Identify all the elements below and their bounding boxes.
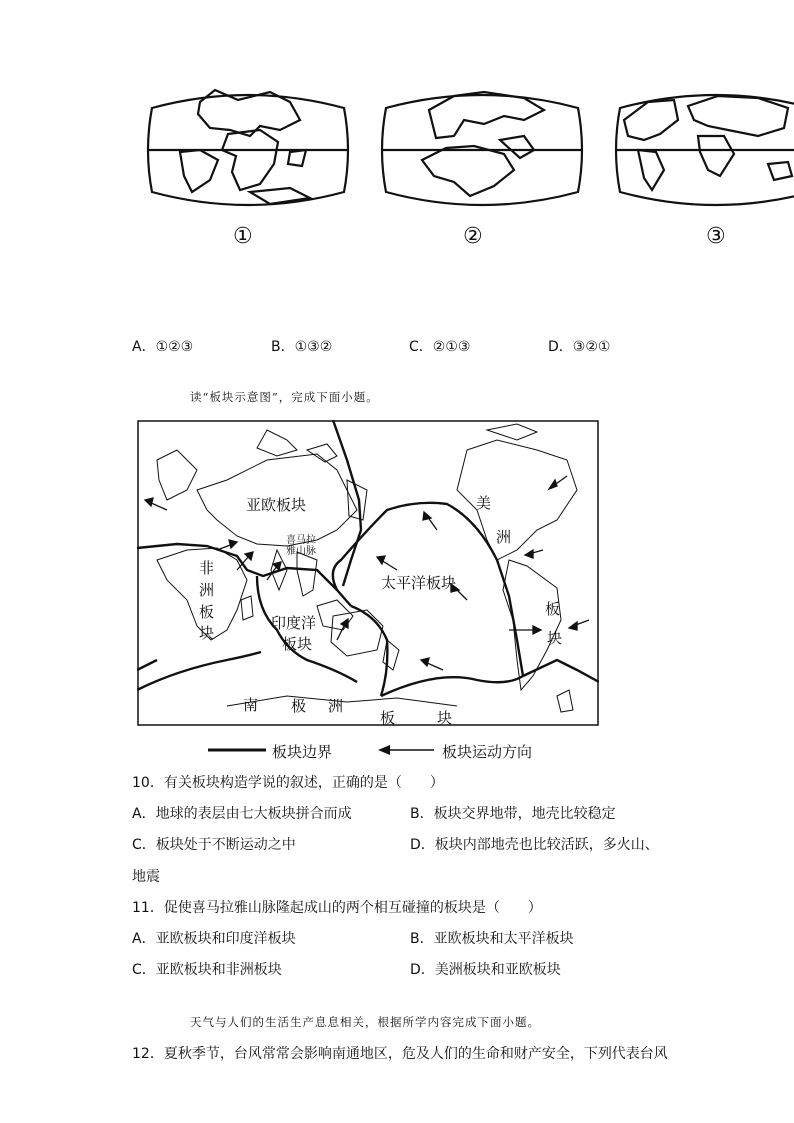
label-pacific-plate: 太平洋板块 [381, 574, 457, 592]
weather-intro: 天气与人们的生活生产息息相关，根据所学内容完成下面小题。 [190, 1015, 540, 1029]
label-antarctic-3: 洲 [328, 697, 344, 715]
q11-option-c: C．亚欧板块和非洲板块 [132, 962, 282, 978]
continental-drift-globes [140, 80, 794, 220]
label-american-4: 块 [547, 629, 563, 647]
label-eurasian-plate: 亚欧板块 [246, 496, 307, 514]
legend-boundary-label: 板块边界 [272, 743, 333, 761]
q11-option-b: B．亚欧板块和太平洋板块 [410, 931, 574, 947]
label-american-1: 美 [476, 494, 492, 512]
globe-3-label: ③ [706, 224, 726, 249]
map-intro: 读“板块示意图”，完成下面小题。 [190, 390, 379, 404]
q11-option-d: D．美洲板块和亚欧板块 [410, 962, 561, 978]
legend-direction-label: 板块运动方向 [442, 743, 533, 761]
q10-option-b: B．板块交界地带，地壳比较稳定 [410, 806, 616, 822]
label-himalaya-1: 喜马拉 [286, 535, 316, 546]
globe-2 [382, 92, 582, 205]
q10-option-d-cont: 地震 [132, 869, 160, 885]
globe-3 [616, 95, 794, 205]
label-american-2: 洲 [496, 528, 512, 546]
label-african-2: 洲 [199, 581, 215, 599]
label-american-3: 板 [545, 600, 561, 618]
legend-boundary-line [208, 745, 266, 755]
label-antarctic-2: 极 [291, 697, 307, 715]
globe-2-label: ② [463, 224, 483, 249]
label-antarctic-4: 板 [380, 709, 396, 727]
label-indian-1: 印度洋 [271, 614, 317, 632]
label-indian-2: 板块 [282, 635, 313, 653]
q10-option-d: D．板块内部地壳也比较活跃，多火山、 [410, 837, 659, 853]
label-antarctic-5: 块 [437, 709, 453, 727]
label-antarctic-1: 南 [243, 696, 259, 714]
label-himalaya-2: 雅山脉 [286, 546, 316, 557]
label-african-4: 块 [199, 624, 215, 642]
q9-option-a: A．①②③ [132, 339, 194, 355]
globe-1 [148, 90, 348, 205]
q11-option-a: A．亚欧板块和印度洋板块 [132, 931, 296, 947]
q10-option-c: C．板块处于不断运动之中 [132, 837, 296, 853]
globe-1-label: ① [233, 224, 253, 249]
legend-arrow [378, 744, 434, 756]
label-african-3: 板 [199, 603, 215, 621]
q10-stem: 10．有关板块构造学说的叙述，正确的是（ ） [132, 775, 444, 791]
label-african-1: 非 [199, 559, 215, 577]
q12-stem: 12．夏秋季节，台风常常会影响南通地区，危及人们的生命和财产安全，下列代表台风 [132, 1046, 668, 1062]
q9-option-b: B．①③② [271, 339, 333, 355]
q11-stem: 11．促使喜马拉雅山脉隆起成山的两个相互碰撞的板块是（ ） [132, 900, 542, 916]
q9-option-c: C．②①③ [409, 339, 471, 355]
q10-option-a: A．地球的表层由七大板块拼合而成 [132, 806, 352, 822]
q9-option-d: D．③②① [548, 339, 611, 355]
